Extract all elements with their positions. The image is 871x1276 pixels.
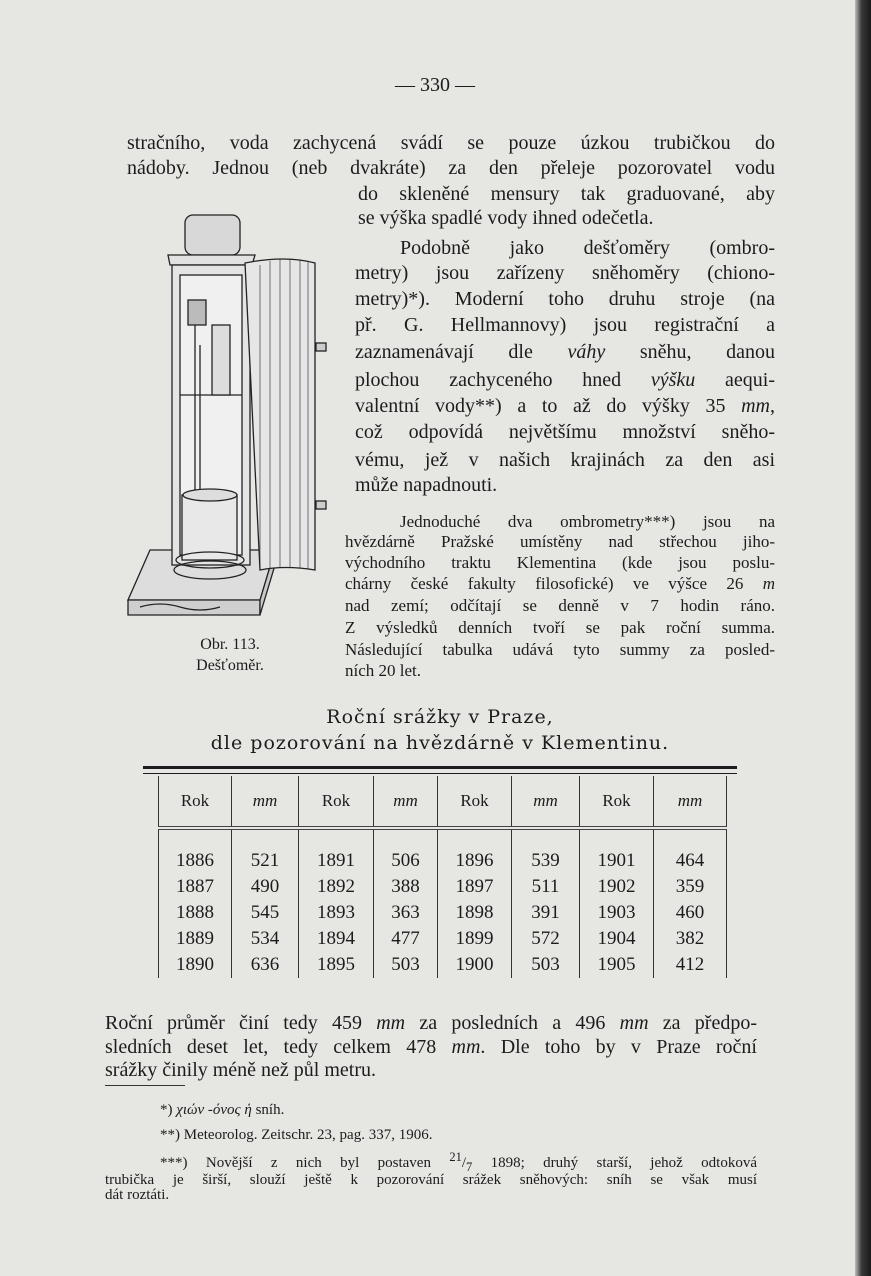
text-segment: / bbox=[461, 1155, 467, 1171]
text-segment: 1898; druhý starší, jehož odtoková bbox=[472, 1155, 757, 1171]
emphasis-text: váhy bbox=[567, 341, 606, 363]
year-cell: 1891 bbox=[299, 828, 374, 874]
text-segment: Roční průměr činí tedy 459 bbox=[105, 1012, 377, 1034]
precipitation-cell: 490 bbox=[232, 874, 299, 900]
text-segment: Z výsledků denních tvoří se pak roční summa. bbox=[345, 618, 775, 637]
p2-line bbox=[355, 420, 775, 444]
text-segment: . Dle toho by v Praze roční bbox=[480, 1036, 757, 1058]
precipitation-table bbox=[158, 776, 727, 978]
text-segment: ních 20 let. bbox=[345, 661, 422, 680]
precipitation-cell: 636 bbox=[232, 952, 299, 978]
emphasis-text: χιών -όνος ἡ bbox=[176, 1102, 252, 1118]
p3-line bbox=[345, 596, 775, 616]
emphasis-text: 7 bbox=[466, 1160, 473, 1174]
emphasis-text: m bbox=[762, 574, 775, 593]
year-cell: 1902 bbox=[580, 874, 654, 900]
precipitation-cell: 572 bbox=[512, 926, 580, 952]
precipitation-cell: 477 bbox=[374, 926, 438, 952]
emphasis-text: výšku bbox=[650, 369, 696, 391]
p3-line bbox=[345, 661, 775, 681]
column-header-mm: mm bbox=[654, 776, 727, 828]
text-segment: do skleněné mensury tak graduované, aby bbox=[358, 183, 775, 205]
table-title: Roční srážky v Praze, bbox=[326, 706, 554, 728]
column-header-mm: mm bbox=[512, 776, 580, 828]
table-row bbox=[159, 900, 727, 926]
year-cell: 1904 bbox=[580, 926, 654, 952]
precipitation-cell: 460 bbox=[654, 900, 727, 926]
text-segment: metry) jsou zařízeny sněhoměry (chiono- bbox=[355, 262, 775, 284]
text-segment: za posledních a 496 bbox=[405, 1012, 620, 1034]
year-cell: 1897 bbox=[438, 874, 512, 900]
summary-line bbox=[105, 1035, 757, 1059]
p2-line bbox=[355, 261, 775, 285]
text-segment: může napadnouti. bbox=[355, 474, 498, 496]
footnotes-line bbox=[160, 1126, 560, 1144]
summary-line bbox=[105, 1011, 757, 1035]
text-segment: stračního, voda zachycená svádí se pouze úzkou trubičkou do bbox=[127, 132, 775, 154]
precipitation-cell: 359 bbox=[654, 874, 727, 900]
emphasis-text: mm bbox=[376, 1012, 406, 1034]
p2-line bbox=[355, 313, 775, 337]
p3-line bbox=[345, 574, 775, 594]
figure-number: Obr. 113. bbox=[200, 636, 260, 653]
table-top-rule-thin bbox=[143, 773, 737, 774]
precipitation-cell: 506 bbox=[374, 828, 438, 874]
p2-line bbox=[400, 236, 775, 260]
text-segment: př. G. Hellmannovy) jsou registrační a bbox=[355, 314, 775, 336]
page-number: — 330 — bbox=[395, 74, 475, 96]
p2-line bbox=[355, 473, 775, 497]
p2-line bbox=[355, 448, 775, 472]
year-cell: 1896 bbox=[438, 828, 512, 874]
p3-line bbox=[345, 640, 775, 660]
text-segment: *) bbox=[160, 1102, 177, 1118]
year-cell: 1899 bbox=[438, 926, 512, 952]
year-cell: 1890 bbox=[159, 952, 232, 978]
year-cell: 1888 bbox=[159, 900, 232, 926]
precipitation-cell: 503 bbox=[374, 952, 438, 978]
p2-line bbox=[355, 287, 775, 311]
text-segment: což odpovídá největšímu množství sněho- bbox=[355, 421, 775, 443]
figure-caption: Dešťoměr. bbox=[196, 657, 264, 674]
text-segment: plochou zachyceného hned bbox=[355, 369, 651, 391]
year-cell: 1887 bbox=[159, 874, 232, 900]
footnotes-line bbox=[160, 1148, 757, 1174]
p2-line bbox=[355, 340, 775, 364]
text-segment: , bbox=[770, 395, 775, 417]
footnotes-line bbox=[105, 1186, 405, 1204]
year-cell: 1894 bbox=[299, 926, 374, 952]
p1-line bbox=[358, 206, 775, 230]
text-segment: sníh. bbox=[251, 1102, 285, 1118]
precipitation-cell: 412 bbox=[654, 952, 727, 978]
table-subtitle: dle pozorování na hvězdárně v Klementinu. bbox=[210, 732, 670, 754]
text-segment: trubička je širší, slouží ještě k pozorování srážek sněhových: sníh se však musí bbox=[105, 1172, 757, 1188]
text-segment: zaznamenávají dle bbox=[355, 341, 568, 363]
p1-line bbox=[358, 182, 775, 206]
text-segment: sledních deset let, tedy celkem 478 bbox=[105, 1036, 452, 1058]
footnote-rule bbox=[105, 1085, 185, 1086]
column-header-year: Rok bbox=[580, 776, 654, 828]
table-top-rule bbox=[143, 766, 737, 769]
table-row bbox=[159, 926, 727, 952]
precipitation-cell: 534 bbox=[232, 926, 299, 952]
emphasis-text: 21 bbox=[449, 1150, 462, 1164]
text-segment: chárny české fakulty filosofické) ve výšce 26 bbox=[345, 574, 763, 593]
year-cell: 1898 bbox=[438, 900, 512, 926]
table-row bbox=[159, 828, 727, 874]
p3-line bbox=[345, 553, 775, 573]
year-cell: 1886 bbox=[159, 828, 232, 874]
text-segment: metry)*). Moderní toho druhu stroje (na bbox=[355, 288, 775, 310]
footnotes-line bbox=[160, 1101, 460, 1119]
rain-gauge-illustration bbox=[120, 205, 335, 625]
emphasis-text: mm bbox=[451, 1036, 481, 1058]
precipitation-cell: 388 bbox=[374, 874, 438, 900]
p1-line bbox=[127, 131, 775, 155]
year-cell: 1905 bbox=[580, 952, 654, 978]
year-cell: 1893 bbox=[299, 900, 374, 926]
precipitation-cell: 511 bbox=[512, 874, 580, 900]
text-segment: nad zemí; odčítají se denně v 7 hodin ráno. bbox=[345, 596, 775, 615]
p3-line bbox=[400, 512, 775, 532]
precipitation-cell: 539 bbox=[512, 828, 580, 874]
emphasis-text: mm bbox=[741, 395, 770, 417]
summary-line bbox=[105, 1058, 757, 1082]
text-segment: Podobně jako dešťoměry (ombro- bbox=[400, 237, 775, 259]
text-segment: dát roztáti. bbox=[105, 1187, 170, 1203]
precipitation-cell: 521 bbox=[232, 828, 299, 874]
precipitation-cell: 545 bbox=[232, 900, 299, 926]
precipitation-cell: 503 bbox=[512, 952, 580, 978]
text-segment: vému, jež v našich krajinách za den asi bbox=[355, 449, 775, 471]
text-segment: Jednoduché dva ombrometry***) jsou na bbox=[400, 512, 775, 531]
text-segment: ***) Novější z nich byl postaven bbox=[160, 1155, 450, 1171]
table-row bbox=[159, 952, 727, 978]
emphasis-text: mm bbox=[619, 1012, 649, 1034]
text-segment: Následující tabulka udává tyto summy za posled- bbox=[345, 640, 775, 659]
table-header-row bbox=[159, 776, 727, 828]
text-segment: **) Meteorolog. Zeitschr. 23, pag. 337, 1906. bbox=[160, 1127, 433, 1143]
column-header-mm: mm bbox=[232, 776, 299, 828]
precipitation-cell: 464 bbox=[654, 828, 727, 874]
column-header-year: Rok bbox=[159, 776, 232, 828]
text-segment: sněhu, danou bbox=[605, 341, 775, 363]
text-segment: aequi- bbox=[695, 369, 775, 391]
table-row bbox=[159, 874, 727, 900]
column-header-year: Rok bbox=[299, 776, 374, 828]
year-cell: 1900 bbox=[438, 952, 512, 978]
text-segment: srážky činily méně než půl metru. bbox=[105, 1059, 377, 1081]
column-header-year: Rok bbox=[438, 776, 512, 828]
text-segment: východního traktu Klementina (kde jsou poslu- bbox=[345, 553, 775, 572]
column-header-mm: mm bbox=[374, 776, 438, 828]
year-cell: 1889 bbox=[159, 926, 232, 952]
precipitation-cell: 382 bbox=[654, 926, 727, 952]
year-cell: 1895 bbox=[299, 952, 374, 978]
precipitation-cell: 363 bbox=[374, 900, 438, 926]
p2-line bbox=[355, 394, 775, 418]
text-segment: valentní vody**) a to až do výšky 35 bbox=[355, 395, 742, 417]
year-cell: 1903 bbox=[580, 900, 654, 926]
precipitation-cell: 391 bbox=[512, 900, 580, 926]
text-segment: se výška spadlé vody ihned odečetla. bbox=[358, 207, 654, 229]
text-segment: za předpo- bbox=[648, 1012, 758, 1034]
p2-line bbox=[355, 368, 775, 392]
page-edge bbox=[855, 0, 871, 1276]
year-cell: 1901 bbox=[580, 828, 654, 874]
p3-line bbox=[345, 618, 775, 638]
year-cell: 1892 bbox=[299, 874, 374, 900]
p1-line bbox=[127, 156, 775, 180]
text-segment: nádoby. Jednou (neb dvakráte) za den přeleje pozorovatel vodu bbox=[127, 157, 775, 179]
text-segment: hvězdárně Pražské umístěny nad střechou jiho- bbox=[345, 532, 775, 551]
p3-line bbox=[345, 532, 775, 552]
